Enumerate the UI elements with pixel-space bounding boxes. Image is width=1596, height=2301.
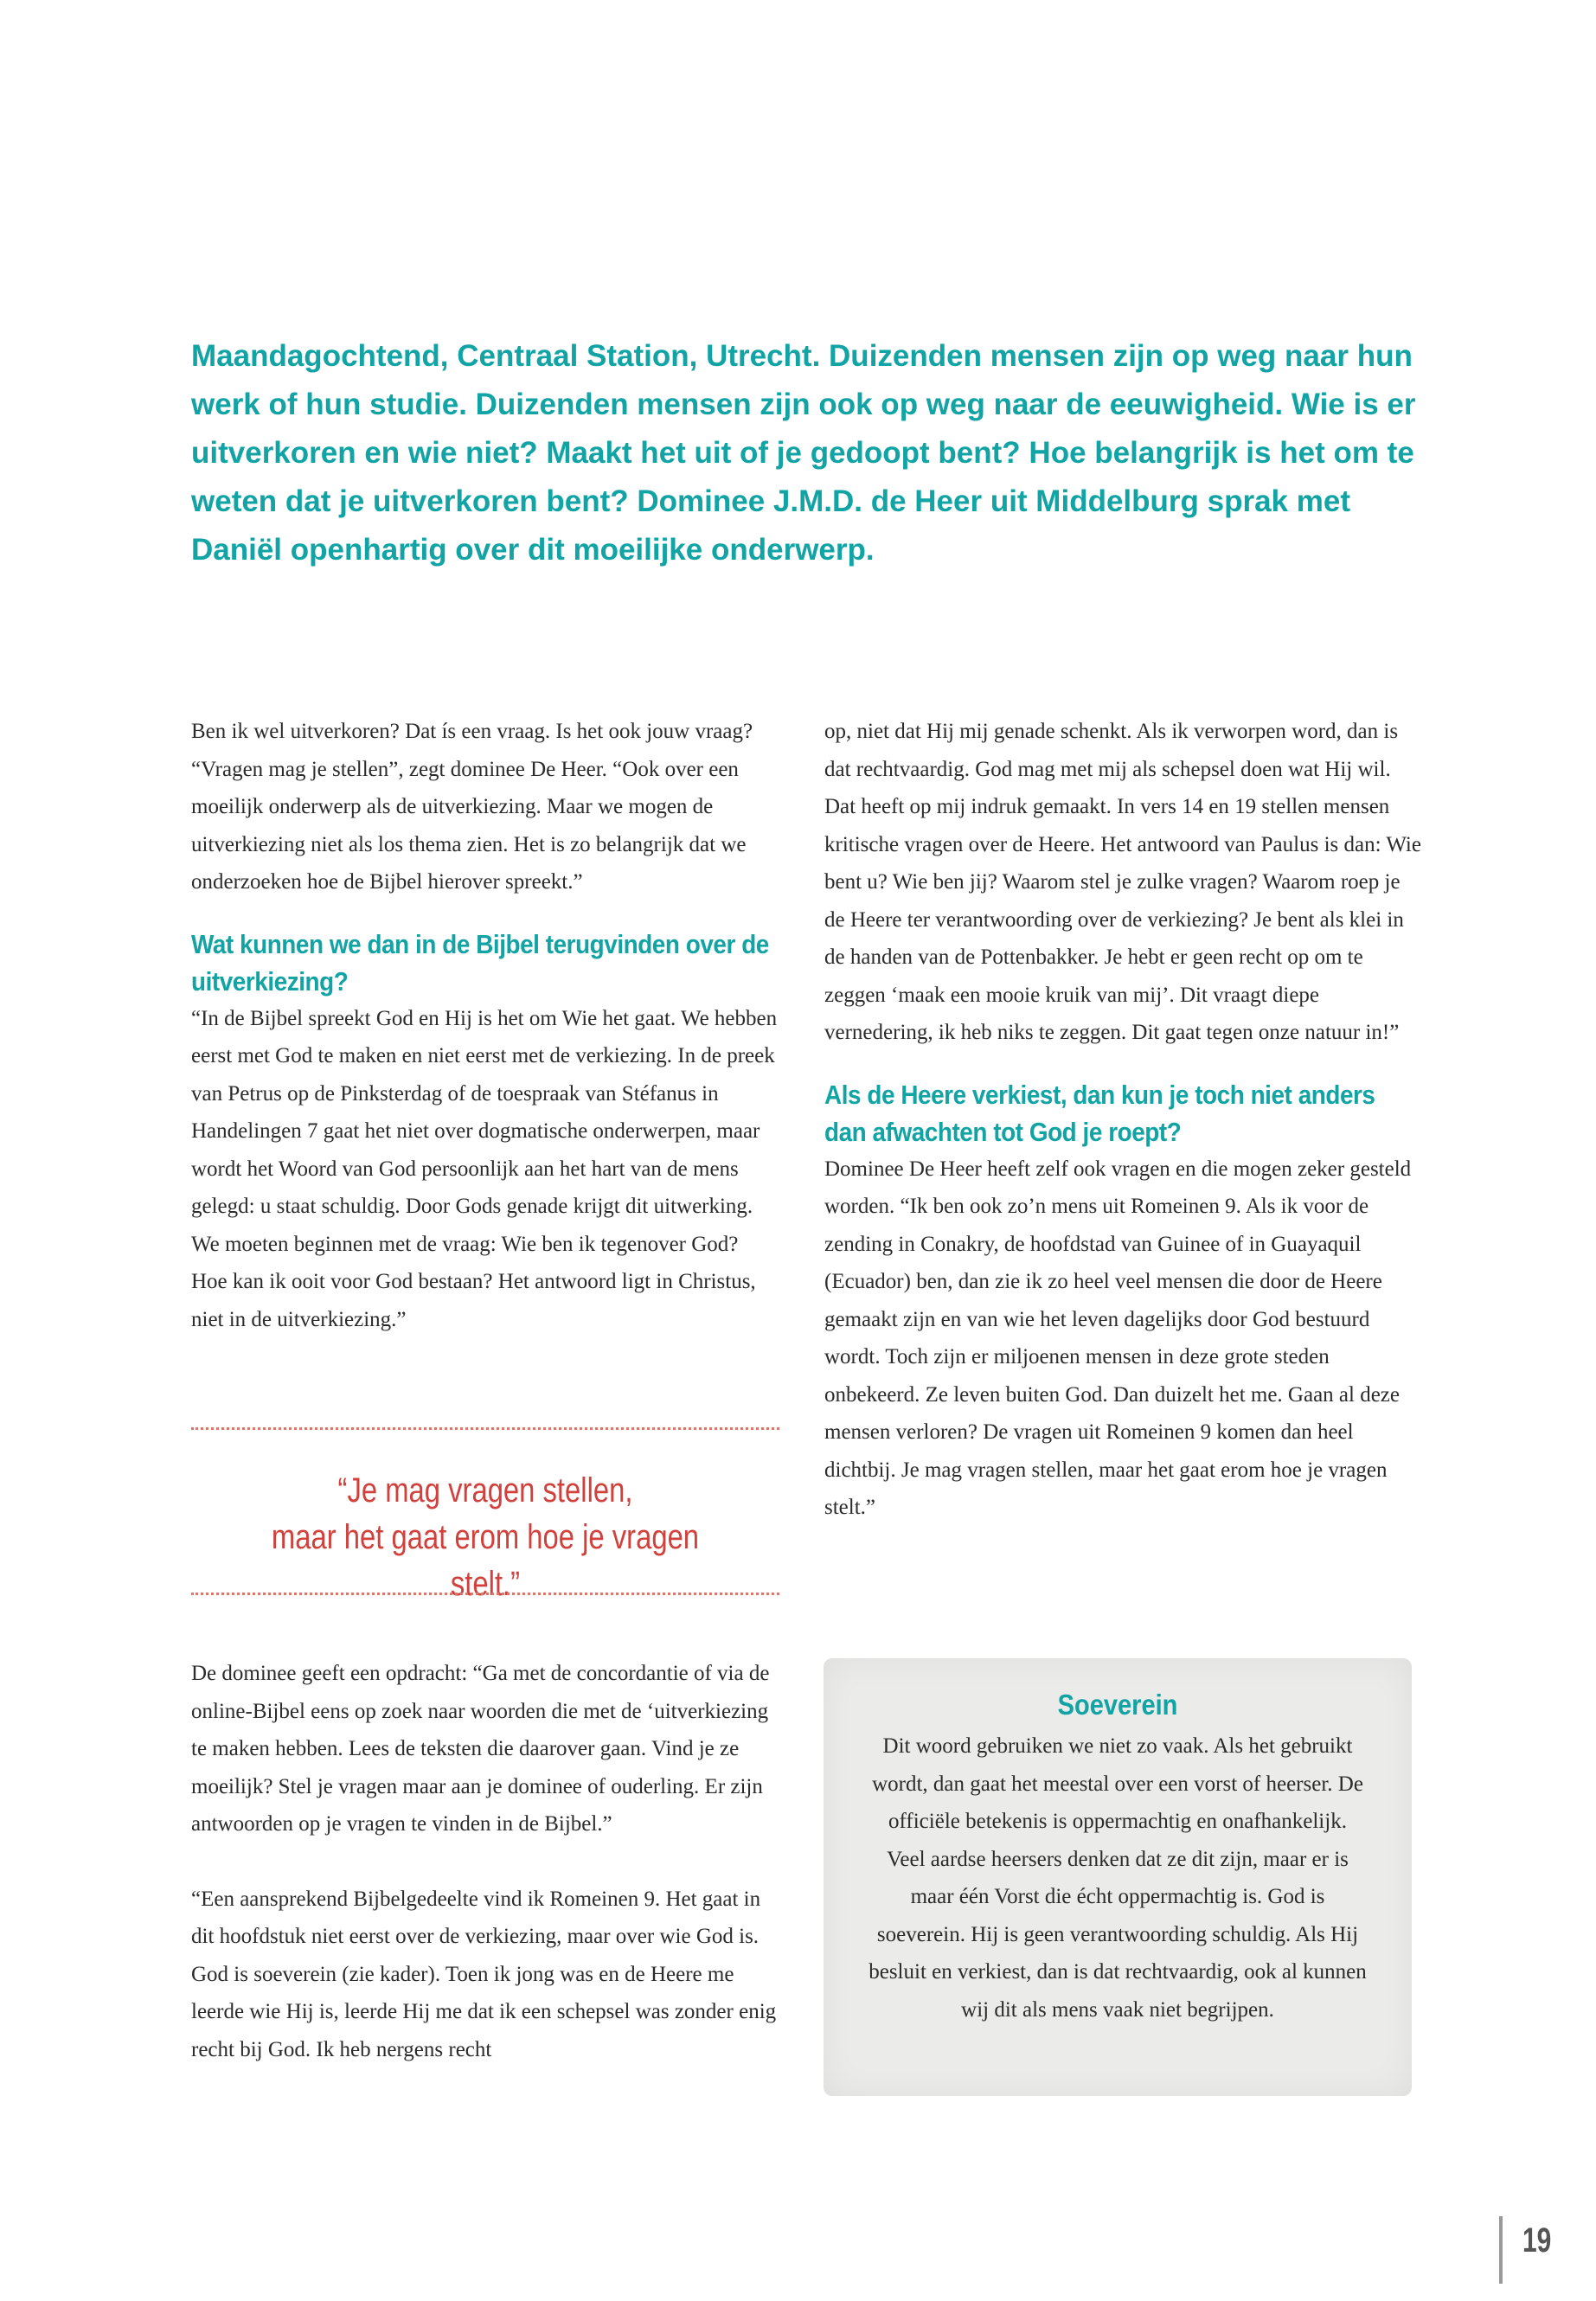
body-paragraph: Ben ik wel uitverkoren? Dat ís een vraag. Is het ook jouw vraag? “Vragen mag je stellen”, zegt dominee De Heer. “Ook over een moeilijk onderwerp als de uitverkiezing. Maar we mogen de uitverkiezing niet als los thema zien. Het is zo belangrijk dat we onderzoeken hoe de Bijbel hierover spreekt.” bbox=[191, 720, 753, 894]
left-column-top bbox=[191, 713, 779, 1338]
body-paragraph: “Een aansprekend Bijbelgedeelte vind ik Romeinen 9. Het gaat in dit hoofdstuk niet eerst over de verkiezing, maar over wie God is. God is soeverein (zie kader). Toen ik jong was en de Heere me leerde wie Hij is, leerde Hij me dat ik een schepsel was zonder enig recht bij God. Ik heb nergens recht bbox=[191, 1887, 777, 2061]
sidebar-title: Soeverein bbox=[1057, 1689, 1178, 1721]
page-number: 19 bbox=[1522, 2221, 1552, 2259]
left-column-bottom bbox=[191, 1655, 779, 2068]
body-paragraph: “In de Bijbel spreekt God en Hij is het om Wie het gaat. We hebben eerst met God te maken en niet eerst met de verkiezing. In de preek van Petrus op de Pinksterdag of de toespraak van Stéfanus in Handelingen 7 gaat het niet over dogmatische onderwerpen, maar wordt het Woord van God persoonlijk aan het hart van de mens gelegd: u staat schuldig. Door Gods genade krijgt dit uitwerking. We moeten beginnen met de vraag: Wie ben ik tegenover God? Hoe kan ik ooit voor God bestaan? Het antwoord ligt in Christus, niet in de uitverkiezing.” bbox=[191, 1006, 778, 1331]
pull-quote-text bbox=[244, 1467, 727, 1607]
body-paragraph: Dominee De Heer heeft zelf ook vragen en die mogen zeker gesteld worden. “Ik ben ook zo’n mens uit Romeinen 9. Als ik voor de zending in Conakry, de hoofdstad van Guinee of in Guayaquil (Ecuador) ben, dan zie ik zo heel veel mensen die door de Heere gemaakt zijn en van wie het leven dagelijks door God bestuurd wordt. Toch zijn er miljoenen mensen in deze grote steden onbekeerd. Ze leven buiten God. Dan duizelt het me. Gaan al deze mensen verloren? De vragen uit Romeinen 9 komen dan heel dichtbij. Je mag vragen stellen, maar het gaat erom hoe je vragen stelt.” bbox=[824, 1157, 1412, 1519]
body-paragraph: op, niet dat Hij mij genade schenkt. Als ik verworpen word, dan is dat rechtvaardig. God mag met mij als schepsel doen wat Hij wil. Dat heeft op mij indruk gemaakt. In vers 14 en 19 stellen mensen kritische vragen over de Heere. Het antwoord van Paulus is dan: Wie bent u? Wie ben jij? Waarom stel je zulke vragen? Waarom roep je de Heere ter verantwoording over de verkiezing? Je bent als klei in de handen van de Pottenbakker. Je hebt er geen recht op om te zeggen ‘maak een mooie kruik van mij’. Dit vraagt diepe vernedering, ik heb niks te zeggen. Dit gaat tegen onze natuur in!” bbox=[824, 720, 1421, 1044]
pull-quote-line: “Je mag vragen stellen, bbox=[337, 1471, 633, 1509]
dotted-divider bbox=[191, 1427, 779, 1430]
pull-quote bbox=[191, 1427, 779, 1603]
question-heading: Wat kunnen we dan in de Bijbel terugvinden over de uitverkiezing? bbox=[191, 928, 769, 997]
dotted-divider bbox=[191, 1593, 779, 1595]
sidebar-box bbox=[824, 1658, 1412, 2096]
sidebar-text: Dit woord gebruiken we niet zo vaak. Als het gebruikt wordt, dan gaat het meestal over een vorst of heerser. De officiële betekenis is oppermachtig en onafhankelijk. Veel aardse heersers denken dat ze dit zijn, maar er is maar één Vorst die écht oppermachtig is. God is soeverein. Hij is geen verantwoording schuldig. Als Hij besluit en verkiest, dan is dat rechtvaardig, ook al kunnen wij dit als mens vaak niet begrijpen. bbox=[869, 1734, 1367, 2022]
right-column-top bbox=[824, 713, 1421, 1527]
body-paragraph: De dominee geeft een opdracht: “Ga met de concordantie of via de online-Bijbel eens op zoek naar woorden die met de ‘uitverkiezing te maken hebben. Lees de teksten die daarover gaan. Vind je ze moeilijk? Stel je vragen maar aan je dominee of ouderling. Er zijn antwoorden op je vragen te vinden in de Bijbel.” bbox=[191, 1662, 770, 1836]
question-heading: Als de Heere verkiest, dan kun je toch niet anders dan afwachten tot God je roept? bbox=[824, 1079, 1375, 1147]
page-number-rule bbox=[1499, 2216, 1503, 2284]
pull-quote-line: maar het gaat erom hoe je vragen stelt.” bbox=[271, 1518, 700, 1603]
intro-paragraph: Maandagochtend, Centraal Station, Utrecht. Duizenden mensen zijn op weg naar hun werk of hun studie. Duizenden mensen zijn ook op weg naar de eeuwigheid. Wie is er uitverkoren en wie niet? Maakt het uit of je gedoopt bent? Hoe belangrijk is het om te weten dat je uitverkoren bent? Dominee J.M.D. de Heer uit Middelburg sprak met Daniël openhartig over dit moeilijke onderwerp. bbox=[191, 339, 1416, 567]
